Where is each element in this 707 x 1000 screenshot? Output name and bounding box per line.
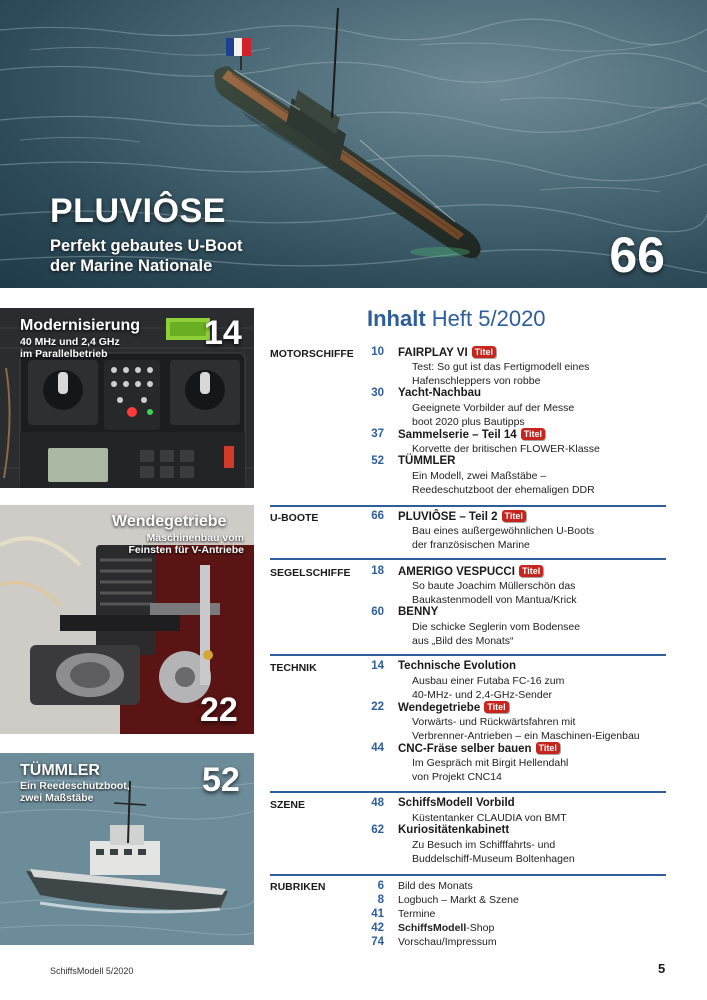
photo-wendegetriebe [0, 505, 254, 734]
photo2-page: 22 [200, 691, 238, 729]
entry-desc-line: Zu Besuch im Schifffahrts- und [412, 839, 556, 851]
entry-title: Technische Evolution [398, 660, 516, 672]
photo-tuemmler [0, 753, 254, 945]
entry-title: AMERIGO VESPUCCI Titel [398, 565, 543, 578]
photo2-subtitle [128, 532, 244, 556]
entry-desc-line: Ein Modell, zwei Maßstäbe – [412, 470, 547, 482]
toc-heading-issue: Heft 5/2020 [431, 306, 546, 331]
section-divider [270, 654, 666, 656]
entry-page: 10 [371, 346, 384, 358]
entry-title: Sammelserie – Teil 14 Titel [398, 428, 545, 441]
rubrik-text: Termine [398, 908, 436, 920]
entry-desc-line: Baukastenmodell von Mantua/Krick [412, 594, 577, 606]
section-divider [270, 558, 666, 560]
entry-desc-line: So baute Joachim Müllerschön das [412, 580, 576, 592]
section-label: SEGELSCHIFFE [270, 567, 351, 579]
titel-badge: Titel [484, 701, 508, 713]
entry-desc-line: Verbrenner-Antrieben – ein Maschinen-Eigenbau [412, 730, 640, 742]
entry-title: SchiffsModell Vorbild [398, 797, 515, 809]
entry-title: Kuriositätenkabinett [398, 824, 510, 836]
section-label: U-BOOTE [270, 512, 319, 524]
entry-desc-line: Küstentanker CLAUDIA von BMT [412, 812, 567, 824]
hero-image [0, 0, 707, 288]
entry-title: Wendegetriebe Titel [398, 701, 509, 714]
entry-desc-line: Geeignete Vorbilder auf der Messe [412, 402, 575, 414]
rubrik-page: 41 [371, 908, 384, 920]
photo2-title: Wendegetriebe [112, 513, 227, 530]
rubrik-text: Logbuch – Markt & Szene [398, 894, 519, 906]
entry-desc-line: Im Gespräch mit Birgit Hellendahl [412, 757, 569, 769]
photo1-sub-line2: im Parallelbetrieb [20, 348, 108, 360]
photo-modernisierung [0, 308, 254, 488]
section-divider [270, 791, 666, 793]
entry-page: 66 [371, 510, 384, 522]
entry-desc-line: Ausbau einer Futaba FC-16 zum [412, 675, 565, 687]
entry-title: PLUVIÔSE – Teil 2 Titel [398, 510, 526, 523]
section-label: MOTORSCHIFFE [270, 348, 354, 360]
entry-desc-line: 40-MHz- und 2,4-GHz-Sender [412, 689, 553, 701]
section-label: TECHNIK [270, 662, 317, 674]
photo3-subtitle [20, 780, 130, 804]
entry-desc-line: boot 2020 plus Bautipps [412, 416, 525, 428]
rubrik-text: SchiffsModell-Shop [398, 922, 495, 934]
hero-subtitle-line1: Perfekt gebautes U-Boot [50, 237, 243, 255]
footer-magazine: SchiffsModell 5/2020 [50, 966, 134, 976]
entry-desc-line: Korvette der britischen FLOWER-Klasse [412, 443, 600, 455]
photo1-sub-line1: 40 MHz und 2,4 GHz [20, 336, 120, 348]
toc-heading [367, 306, 546, 332]
titel-badge: Titel [472, 346, 496, 358]
entry-page: 22 [371, 701, 384, 713]
page-number: 5 [658, 961, 666, 976]
toc-heading-bold: Inhalt [367, 306, 426, 331]
section-divider [270, 874, 666, 876]
entry-page: 60 [371, 606, 384, 618]
entry-desc-line: Buddelschiff-Museum Boltenhagen [412, 853, 575, 865]
entry-page: 37 [371, 428, 384, 440]
entry-desc-line: der französischen Marine [412, 539, 530, 551]
entry-title: FAIRPLAY VI Titel [398, 346, 496, 359]
entry-page: 18 [371, 565, 384, 577]
entry-page: 30 [371, 387, 384, 399]
entry-desc-line: Vorwärts- und Rückwärtsfahren mit [412, 716, 576, 728]
photo3-title: TÜMMLER [20, 762, 100, 779]
entry-desc-line: Die schicke Seglerin vom Bodensee [412, 621, 581, 633]
titel-badge: Titel [502, 510, 526, 522]
hero-subtitle-line2: der Marine Nationale [50, 257, 213, 275]
hero-title: PLUVIÔSE [50, 192, 226, 230]
entry-desc-line: Hafenschleppers von robbe [412, 375, 541, 387]
entry-desc-line: aus „Bild des Monats“ [412, 635, 514, 647]
hero-page-number: 66 [609, 227, 665, 283]
photo2-sub-line1: Maschinenbau vom [146, 532, 244, 544]
entry-page: 52 [371, 455, 384, 467]
entry-title: Yacht-Nachbau [398, 387, 482, 399]
hero-subtitle [50, 236, 350, 276]
entry-page: 62 [371, 824, 384, 836]
entry-desc-line: Bau eines außergewöhnlichen U-Boots [412, 525, 595, 537]
titel-badge: Titel [519, 565, 543, 577]
rubrik-text-bold: SchiffsModell [398, 922, 467, 934]
entry-desc-line: Reedeschutzboot der ehemaligen DDR [412, 484, 595, 496]
entry-page: 14 [371, 660, 384, 672]
entry-title: BENNY [398, 606, 439, 618]
entry-desc-line: von Projekt CNC14 [412, 771, 502, 783]
rubrik-text: Vorschau/Impressum [398, 936, 497, 948]
rubrik-page: 42 [371, 922, 384, 934]
rubrik-page: 6 [377, 880, 384, 892]
photo3-sub-line2: zwei Maßstäbe [20, 792, 94, 804]
entry-title: CNC-Fräse selber bauen Titel [398, 742, 560, 755]
section-label: SZENE [270, 799, 306, 811]
rubrik-page: 8 [377, 894, 384, 906]
rubrik-page: 74 [371, 936, 384, 948]
titel-badge: Titel [521, 428, 545, 440]
section-label: RUBRIKEN [270, 881, 326, 893]
photo1-subtitle [20, 336, 120, 360]
entry-title: TÜMMLER [398, 455, 456, 467]
section-divider [270, 505, 666, 507]
photo1-page: 14 [204, 314, 242, 352]
entry-page: 44 [371, 742, 384, 754]
rubrik-text: Bild des Monats [398, 880, 473, 892]
entry-page: 48 [371, 797, 384, 809]
photo3-page: 52 [202, 761, 240, 799]
titel-badge: Titel [536, 742, 560, 754]
photo3-sub-line1: Ein Reedeschutzboot, [20, 780, 130, 792]
photo1-title: Modernisierung [20, 317, 141, 334]
photo2-sub-line2: Feinsten für V-Antriebe [128, 544, 244, 556]
entry-desc-line: Test: So gut ist das Fertigmodell eines [412, 361, 590, 373]
